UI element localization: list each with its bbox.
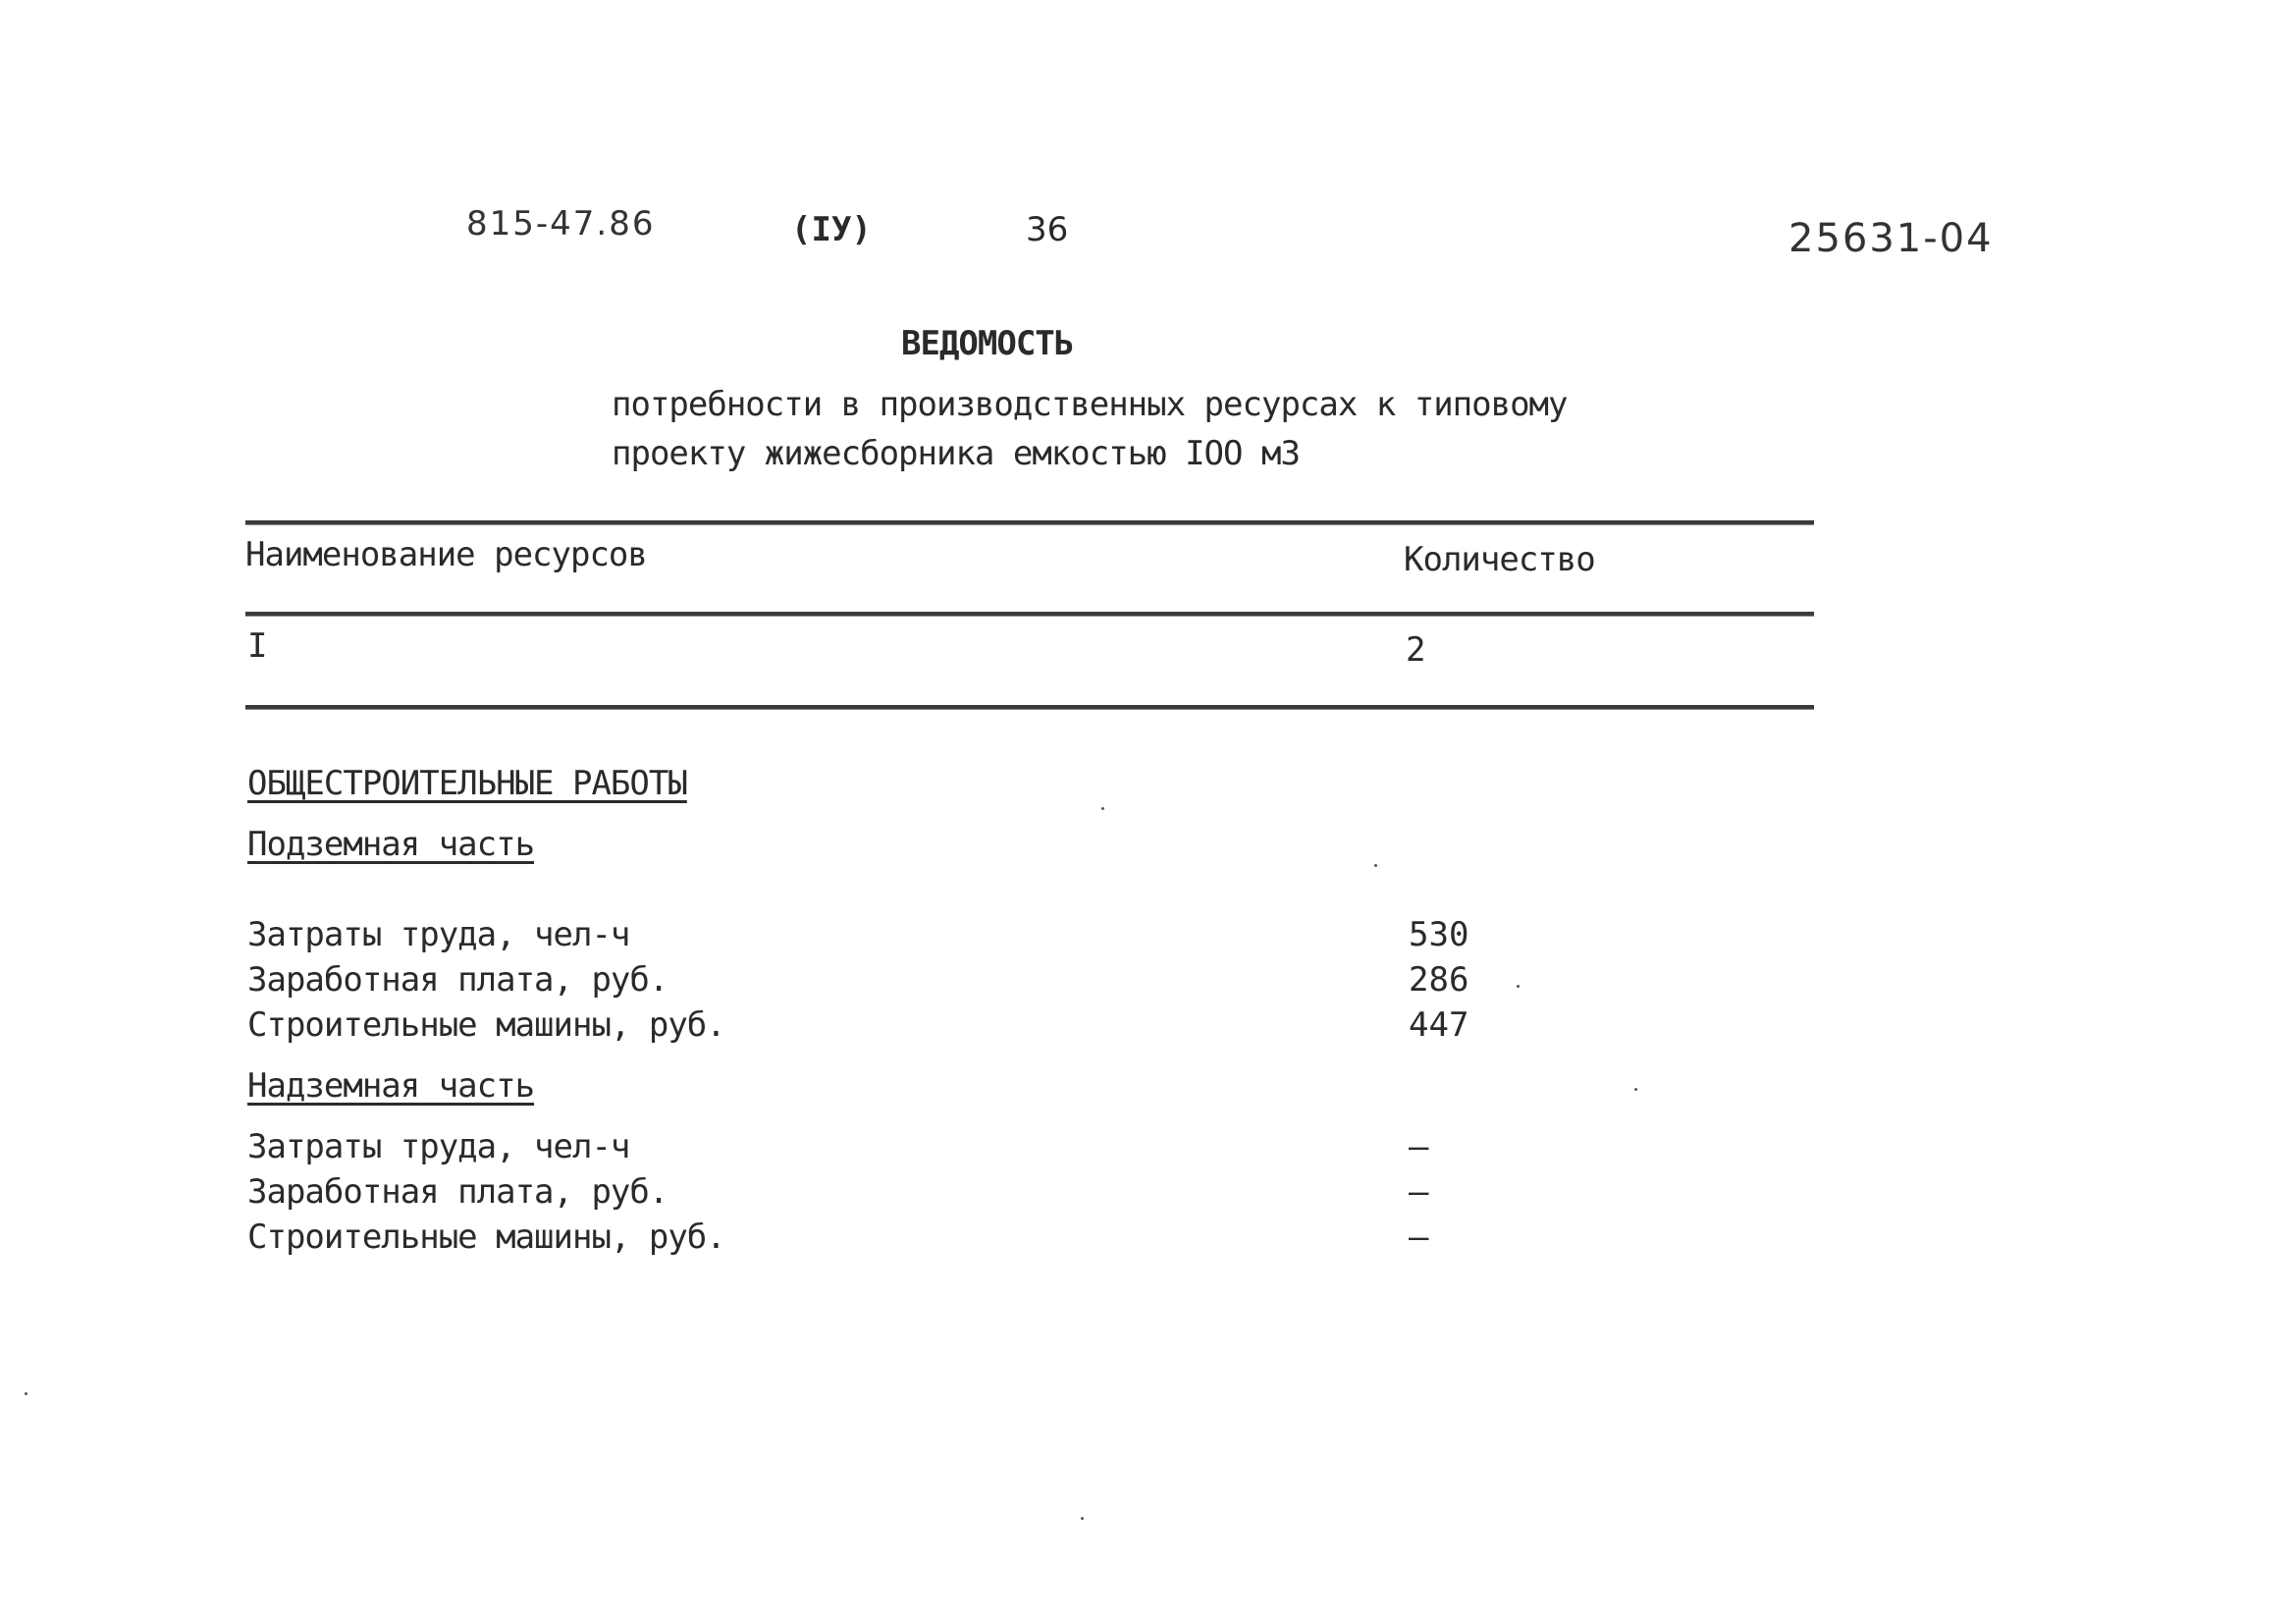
row-value: 447 [1409, 1005, 1469, 1045]
scan-speck [1374, 864, 1377, 867]
document-code: 815-47.86 [466, 204, 656, 244]
column-header-resources: Наименование ресурсов [245, 535, 647, 574]
table-numbering-rule [245, 705, 1814, 710]
row-label: Затраты труда, чел-ч [247, 915, 630, 954]
row-label: Заработная плата, руб. [247, 960, 668, 1000]
page-number: 36 [1026, 210, 1069, 249]
document-title: ВЕДОМОСТЬ [901, 324, 1074, 363]
section-title: ОБЩЕСТРОИТЕЛЬНЫЕ РАБОТЫ [247, 764, 687, 803]
column-number-1: I [247, 626, 267, 666]
row-label: Строительные машины, руб. [247, 1218, 725, 1257]
volume-label: (IУ) [791, 210, 872, 249]
subtitle-line-1: потребности в производственных ресурсах к типовому [612, 385, 1568, 424]
scan-speck [1101, 807, 1104, 810]
scan-speck [1634, 1088, 1637, 1091]
subtitle-line-2: проекту жижесборника емкостью IOO м3 [612, 434, 1300, 473]
row-value: – [1409, 1172, 1429, 1212]
row-value: 530 [1409, 915, 1469, 954]
row-value: – [1409, 1127, 1429, 1166]
group-title-underground: Подземная часть [247, 825, 535, 864]
row-label: Заработная плата, руб. [247, 1172, 668, 1212]
scan-speck [25, 1392, 27, 1395]
row-value: 286 [1409, 960, 1469, 1000]
scan-speck [1517, 985, 1520, 988]
column-number-2: 2 [1406, 630, 1425, 670]
scan-speck [1081, 1517, 1084, 1520]
row-label: Строительные машины, руб. [247, 1005, 725, 1045]
table-header-rule [245, 612, 1814, 617]
inventory-number: 25631-04 [1789, 216, 1994, 261]
column-header-quantity: Количество [1404, 540, 1595, 579]
table-top-rule [245, 520, 1814, 525]
row-label: Затраты труда, чел-ч [247, 1127, 630, 1166]
row-value: – [1409, 1218, 1429, 1257]
group-title-aboveground: Надземная часть [247, 1066, 535, 1106]
